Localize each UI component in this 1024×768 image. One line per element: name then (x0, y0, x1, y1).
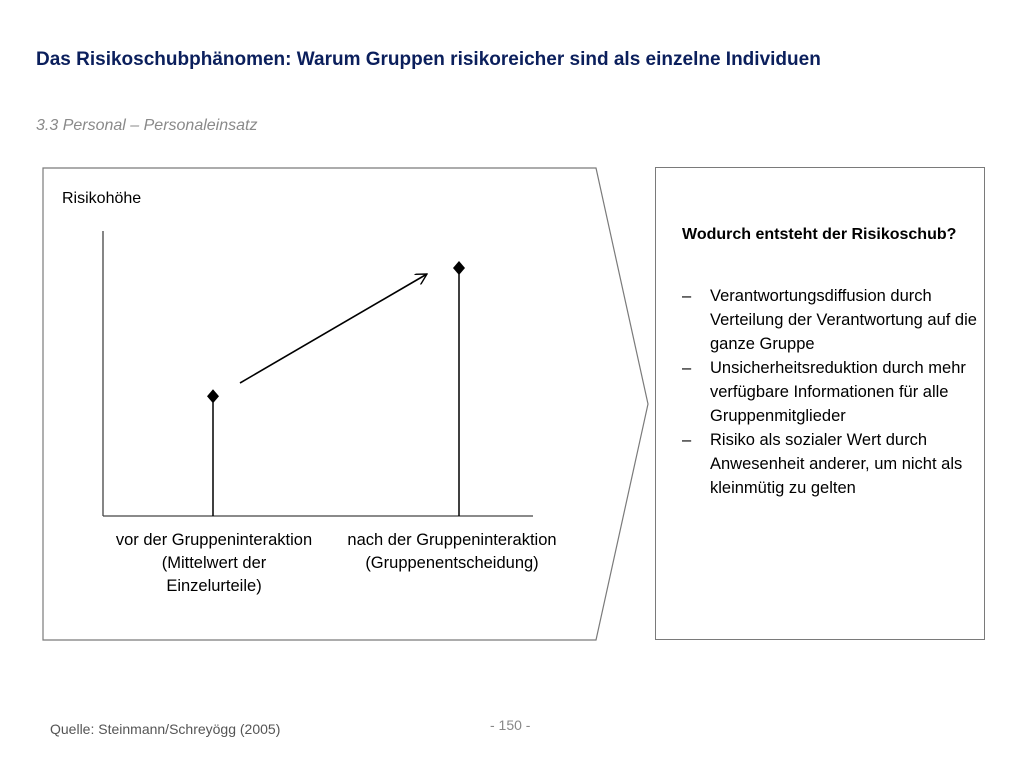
y-axis-label: Risikohöhe (62, 190, 142, 207)
page-subtitle: 3.3 Personal – Personaleinsatz (36, 117, 258, 134)
dash-bullet: – (682, 287, 692, 305)
page-number: - 150 - (490, 717, 531, 733)
list-item (682, 428, 977, 500)
page-title: Das Risikoschubphänomen: Warum Gruppen risikoreicher sind als einzelne Individuen (36, 49, 821, 70)
list-item (682, 356, 977, 428)
dash-bullet: – (682, 431, 692, 449)
source-citation: Quelle: Steinmann/Schreyögg (2005) (50, 721, 281, 737)
reason-text: Risiko als sozialer Wert durch Anwesenheit anderer, um nicht als kleinmütig zu gelten (710, 431, 963, 497)
list-item (682, 284, 977, 356)
category-before-label: vor der Gruppeninteraktion (Mittelwert der Einzelurteile) (115, 531, 313, 595)
reasons-list (682, 284, 977, 500)
reason-text: Unsicherheitsreduktion durch mehr verfügbare Informationen für alle Gruppenmitglieder (710, 359, 966, 425)
explanation-question: Wodurch entsteht der Risikoschub? (682, 226, 957, 243)
dash-bullet: – (682, 359, 692, 377)
category-after-label: nach der Gruppeninteraktion (Gruppenentscheidung) (347, 531, 557, 572)
reason-text: Verantwortungsdiffusion durch Verteilung der Verantwortung auf die ganze Gruppe (710, 287, 977, 353)
